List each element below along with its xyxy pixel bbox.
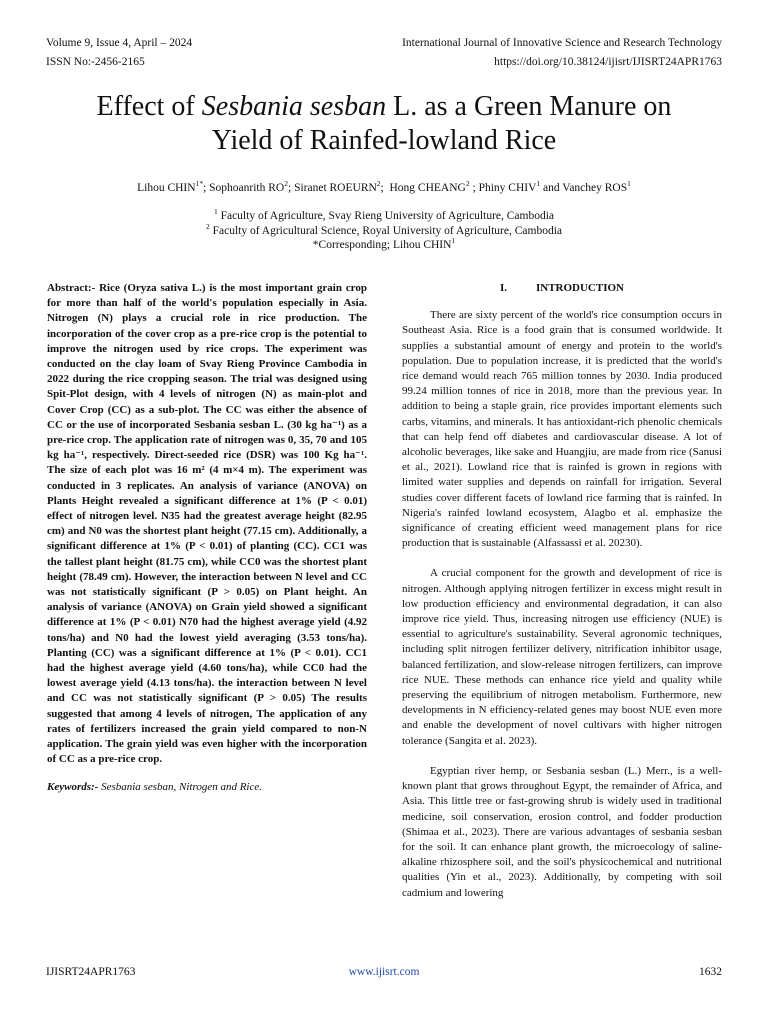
left-column [47,281,367,795]
author: Phiny CHIV [478,182,537,194]
volume-issue: Volume 9, Issue 4, April – 2024 [46,37,193,49]
intro-paragraph-1: There are sixty percent of the world's rice consumption occurs in Southeast Asia. Rice is a food grain that is consumed worldwide. It supplies a substantial amount of energy and protein to the world's population. Due to population increase, it is predicted that the world's rice demand would reach 765 million tonnes by 2030. India produced 99.24 million tonnes of rice in 2018, more than the previous year. In addition to being a staple grain, rice provides important elements such carbs, vitamins, and minerals. It has antioxidant-rich phenolic chemicals that can help fend off diabetes and cardiovascular disease. A lot of alcoholic beverages, like sake and Huangjiu, are made from rice (Sanusi et al., 2021). Lowland rice that is rainfed is grown in regions with limited water supplies and depends on rainfall for irrigation. Several studies cover different facets of lowland rice farming that is rainfed. In Nigeria's rainfed lowland ecosystem, Alagbo et al. emphasize the significance of creating efficient weed management plans for rice production that is sustainable (Alfassassi et al. 20230). [402,309,722,550]
page-number: 1632 [699,966,722,978]
title-prefix: Effect of [96,91,202,122]
author-separator: ; [469,182,479,194]
affiliation-2: $^2$ Faculty of Agricultural Science, Royal University of Agriculture, Cambodia [205,221,563,237]
title-line-2: Yield of Rainfed-lowland Rice [211,125,557,156]
keywords-label: Keywords:- [47,780,102,793]
author-affiliation-mark: 1 [536,179,541,189]
title-species: Sesbania sesban [201,91,387,122]
author: Hong CHEANG [389,182,466,194]
issn: ISSN No:-2456-2165 [46,56,145,68]
keywords-text: Sesbania sesban, Nitrogen and Rice. [101,780,262,793]
author-affiliation-mark: 2 [465,179,470,189]
keywords [47,780,367,795]
section-heading [402,281,722,296]
author-separator: and [540,182,563,194]
title-suffix: L. as a Green Manure on [386,91,672,122]
author-list [40,181,728,195]
author: Vanchey ROS [562,182,628,194]
author-separator: ; [203,182,210,194]
abstract: Abstract:- Rice (Oryza sativa L.) is the most important grain crop for more than half of the world's population especially in Asia. Nitrogen (N) plays a crucial role in rice production. The incorporation of the cover crop as a pre-rice crop is the potential to improve the nitrogen used by rice crops. The experiment was conducted on the clay loam of Svay Rieng Province Cambodia in 2022 during the rice cropping season. The trial was designed using Spit-Plot design, with 4 levels of nitrogen (N) as main-plot and Cover Crop (CC) as a sub-plot. The CC was either the absence of CC or the use of incorporated Sesbania sesban L. (30 kg ha⁻¹) as a pre-rice crop. The application rate of nitrogen was 0, 35, 70 and 105 kg ha⁻¹, respectively. Direct-seeded rice (DSR) was 100 Kg ha⁻¹. The size of each plot was 16 m² (4 m×4 m). The experiment was conducted in 3 replicates. An analysis of variance (ANOVA) on Plants Height revealed a significant difference at 1% (P < 0.01) effect of nitrogen level. N35 had the greatest average height (82.95 cm) and N0 was the shortest plant height (77.15 cm). Additionally, a significant difference at 1% (P < 0.01) of planting (CC). CC1 was the tallest plant height (81.75 cm), while CC0 was the shortest plant height (78.49 cm). However, the interaction between N level and CC was not statistically significant (P > 0.05) on Plant height. An analysis of variance (ANOVA) on Grain yield showed a significant difference at 1% (P < 0.01) N70 had the highest average yield (4.92 tons/ha) and N0 had the lowest yield averaging (3.53 tons/ha). Planting (CC) was a significant difference at 1% (P < 0.01). CC1 had the highest average yield (4.60 tons/ha), while CC0 had the lowest average yield (4.13 tons/ha). the interaction between N level and CC was not statistically significant (P > 0.05) The results suggested that among 4 levels of nitrogen, The application of any rates of fertilizers increased the grain yield compared to non-N application. The grain yield was even higher with the incorporation of CC as a pre-rice crop. [47,282,367,766]
paper-title [40,90,728,158]
author: Lihou CHIN [137,182,196,194]
footer-paper-id: IJISRT24APR1763 [46,966,136,978]
author-separator: ; [380,182,390,194]
intro-paragraph-3: Egyptian river hemp, or Sesbania sesban (L.) Merr., is a well-known plant that grows throughout Egypt, the remainder of Africa, and Asia. This little tree or fast-growing shrub is widely used in traditional medicine, soil conservation, erosion control, and fodder production (Shimaa et al., 2023). There are various advantages of sesbania sesban for the soil. It can enhance plant growth, the microecology of saline-alkaline rhizosphere soil, and the soil's physicochemical and nutritional qualities (Yin et al., 2023). Additionally, by competing with soil cadmium and lowering [402,764,722,899]
author-separator: ; [287,182,295,194]
doi-link[interactable]: https://doi.org/10.38124/ijisrt/IJISRT24APR1763 [494,56,722,68]
footer-website-link[interactable]: www.ijisrt.com [348,966,420,978]
author: Siranet ROEURN [294,182,377,194]
affiliation-1: $^1$ Faculty of Agriculture, Svay Rieng University of Agriculture, Cambodia [213,207,555,222]
author-affiliation-mark: 2 [376,179,381,189]
affiliations [40,209,728,253]
section-number: I. [499,282,508,294]
right-column [402,281,722,916]
section-title: INTRODUCTION [535,282,624,294]
corresponding-author: *Corresponding; Lihou CHIN$^1$ [312,236,456,251]
author: Sophoanrith RO [209,182,285,194]
intro-paragraph-2: A crucial component for the growth and development of rice is nitrogen. Although applying nitrogen fertilizer in excess might result in low production efficiency and environmental degradation, it can also improve rice yield. Thus, increasing nitrogen use efficiency (NUE) is essential to agriculture's sustainability. Several agronomic techniques, including split nitrogen fertilizer delivery, nitrification inhibitor usage, balanced fertilization, and slow-release nitrogen fertilizers, can improve rice NUE. These methods can enhance rice yield and quality while preserving the equilibrium of nitrogen metabolism. Furthermore, new developments in N efficiency-related genes may boost NUE even more and enable the development of novel cultivars with higher nitrogen tolerance (Sangita et al. 2023). [402,567,722,747]
author-affiliation-mark: 1* [195,179,204,189]
author-affiliation-mark: 1 [627,179,631,189]
journal-name: International Journal of Innovative Science and Research Technology [402,37,722,49]
author-affiliation-mark: 2 [284,179,288,189]
